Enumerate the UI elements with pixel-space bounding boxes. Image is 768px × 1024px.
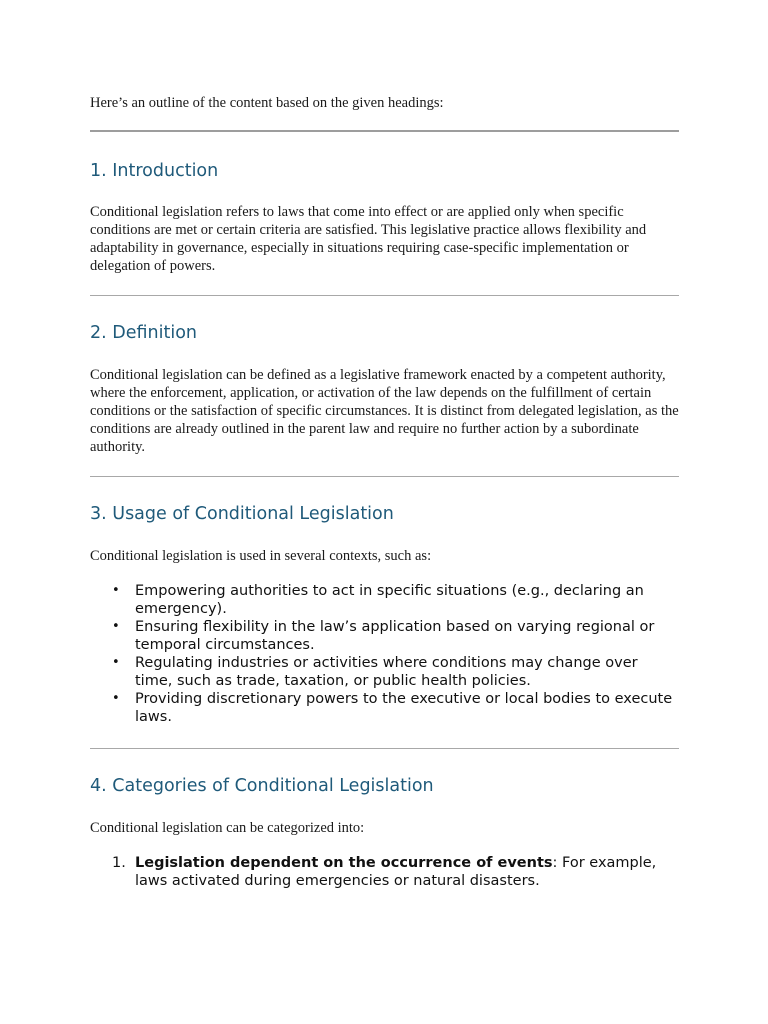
section-heading-definition: 2. Definition (90, 323, 197, 343)
section-paragraph-categories: Conditional legislation can be categorized into: (90, 820, 365, 836)
categories-numbered-list (90, 854, 679, 890)
section-paragraph-introduction: Conditional legislation refers to laws that come into effect or are applied only when specific conditions are met or certain criteria are satisfied. This legislative practice allows flexibility and adaptability in governance, especially in situations requiring case-specific implementation or delegation of powers. (90, 204, 647, 274)
list-item: • Ensuring flexibility in the law’s application based on varying regional or temporal circumstances. (90, 618, 679, 654)
usage-bullet-list (90, 582, 679, 726)
list-item: • Empowering authorities to act in specific situations (e.g., declaring an emergency). (90, 582, 679, 618)
section-heading-usage: 3. Usage of Conditional Legislation (90, 504, 394, 524)
list-item: • Providing discretionary powers to the executive or local bodies to execute laws. (90, 690, 679, 726)
divider (90, 476, 679, 477)
list-item (90, 854, 679, 890)
intro-text: Here’s an outline of the content based on the given headings: (90, 95, 444, 111)
section-paragraph-definition: Conditional legislation can be defined as a legislative framework enacted by a competent authority, where the enforcement, application, or activation of the law depends on the fulfillment of certain conditions or the satisfaction of specific circumstances. It is distinct from delegated legislation, as the conditions are already outlined in the parent law and require no further action by a subordinate authority. (90, 367, 679, 455)
list-item-text: : For example, laws activated during emergencies or natural disasters. (135, 855, 657, 889)
section-heading-categories: 4. Categories of Conditional Legislation (90, 776, 434, 796)
divider (90, 295, 679, 296)
divider (90, 748, 679, 749)
list-item-term: Legislation dependent on the occurrence of events (135, 855, 553, 871)
divider (90, 130, 679, 132)
list-item: • Regulating industries or activities where conditions may change over time, such as trade, taxation, or public health policies. (90, 654, 679, 690)
section-paragraph-usage: Conditional legislation is used in several contexts, such as: (90, 548, 432, 564)
list-item-number: 1. (112, 855, 126, 871)
section-heading-introduction: 1. Introduction (90, 161, 219, 181)
